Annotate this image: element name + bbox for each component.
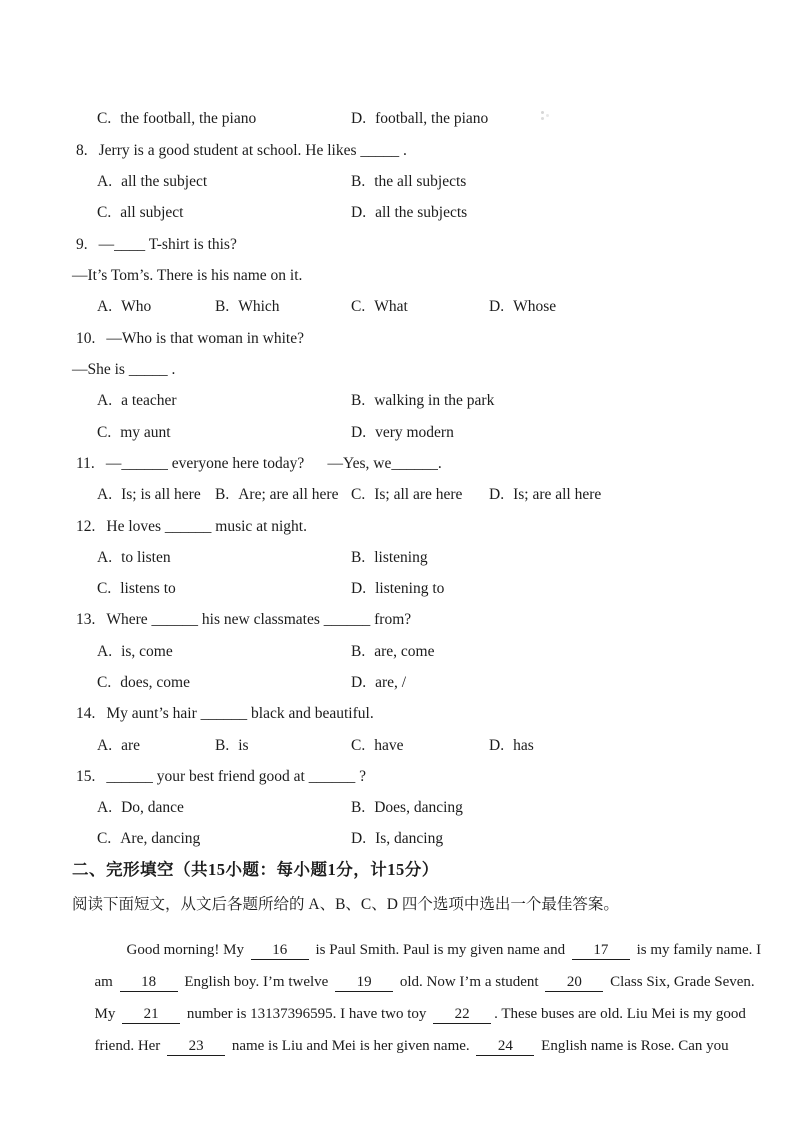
question-8-options-ab — [0, 173, 793, 197]
question-10-options-ab — [0, 392, 793, 416]
question-number: 15. — [76, 768, 96, 785]
question-number: 10. — [76, 330, 96, 347]
cloze-text: is my family name. I — [632, 942, 762, 958]
option-text: a teacher — [121, 392, 177, 409]
question-8-stem — [0, 142, 793, 166]
option-label: C. — [97, 674, 112, 691]
question-12-options-cd — [0, 580, 793, 604]
question-15-options-ab — [0, 799, 793, 823]
option-a — [97, 486, 201, 504]
question-10-stem — [0, 330, 793, 354]
question-number: 9. — [76, 236, 88, 253]
cloze-line-2 — [0, 957, 793, 990]
option-text: Are; are all here — [238, 486, 339, 503]
option-d — [489, 486, 601, 504]
section-heading: 二、完形填空（共15小题：每小题1分，计15分） — [72, 860, 439, 879]
cloze-text: am — [94, 974, 117, 990]
option-text: listening — [374, 549, 428, 566]
option-label: B. — [351, 173, 366, 190]
option-text: very modern — [375, 424, 454, 441]
cloze-text: Class Six, Grade Seven. — [606, 974, 755, 990]
option-label: C. — [97, 830, 112, 847]
option-text: What — [374, 298, 408, 315]
option-d — [351, 830, 443, 848]
option-b — [351, 392, 494, 410]
question-text: My aunt’s hair ______ black and beautiful. — [106, 705, 374, 722]
question-number: 11. — [76, 455, 95, 472]
question-9-stem — [0, 236, 793, 260]
question-9-followup — [0, 267, 793, 291]
option-label: C. — [97, 580, 112, 597]
option-label: D. — [351, 580, 367, 597]
dialogue-reply: —She is _____ . — [72, 361, 176, 378]
question-number: 13. — [76, 611, 96, 628]
option-text: Do, dance — [121, 799, 184, 816]
option-text: Which — [238, 298, 280, 315]
option-text: all the subject — [121, 173, 208, 190]
question-14-stem — [0, 705, 793, 729]
option-text: listens to — [120, 580, 176, 597]
question-13-options-cd — [0, 674, 793, 698]
question-13-options-ab — [0, 643, 793, 667]
option-label: B. — [351, 392, 366, 409]
question-text: He loves ______ music at night. — [106, 518, 307, 535]
option-label: B. — [215, 486, 230, 503]
option-d — [351, 674, 406, 692]
cloze-text: Good morning! My — [126, 942, 248, 958]
option-a — [97, 643, 173, 661]
option-label: D. — [351, 424, 367, 441]
option-d — [351, 424, 454, 442]
question-12-stem — [0, 518, 793, 542]
option-text: are, / — [375, 674, 407, 691]
section-2-heading-row — [0, 856, 793, 880]
option-text: my aunt — [120, 424, 171, 441]
option-label: B. — [215, 737, 230, 754]
option-label: A. — [97, 737, 113, 754]
option-label: D. — [489, 486, 505, 503]
option-text: Is; all are here — [374, 486, 463, 503]
option-label: D. — [489, 298, 505, 315]
option-label: D. — [351, 204, 367, 221]
option-c — [97, 204, 184, 222]
option-b — [351, 799, 463, 817]
option-c — [97, 580, 176, 598]
option-label: C. — [351, 486, 366, 503]
option-d — [351, 110, 488, 128]
option-c — [351, 298, 408, 316]
option-label: A. — [97, 643, 113, 660]
option-d — [489, 298, 556, 316]
question-text: Where ______ his new classmates ______ from? — [106, 611, 412, 628]
option-label: D. — [351, 110, 367, 127]
question-8-options-cd — [0, 204, 793, 228]
option-a — [97, 173, 207, 191]
option-c — [351, 486, 462, 504]
option-b — [351, 643, 434, 661]
option-d — [489, 737, 534, 755]
question-12-options-ab — [0, 549, 793, 573]
dialogue-reply: —It’s Tom’s. There is his name on it. — [72, 267, 303, 284]
option-text: is — [238, 737, 249, 754]
section-2-instruction-row — [0, 892, 793, 916]
option-text: to listen — [121, 549, 171, 566]
option-text: is, come — [121, 643, 173, 660]
option-b — [351, 549, 428, 567]
option-c — [97, 830, 200, 848]
option-text: are, come — [374, 643, 435, 660]
question-text: —Who is that woman in white? — [106, 330, 304, 347]
option-text: Are, dancing — [120, 830, 201, 847]
question-number: 8. — [76, 142, 88, 159]
option-text: the football, the piano — [120, 110, 257, 127]
option-text: Who — [121, 298, 152, 315]
option-label: A. — [97, 298, 113, 315]
cloze-text: name is Liu and Mei is her given name. — [228, 1038, 474, 1054]
cloze-blank-21: 21 — [122, 1006, 180, 1024]
question-14-options — [0, 737, 793, 761]
cloze-text: English name is Rose. Can you — [537, 1038, 729, 1054]
cloze-blank-16: 16 — [251, 942, 309, 960]
option-text: are — [121, 737, 140, 754]
option-b — [215, 298, 280, 316]
option-text: walking in the park — [374, 392, 495, 409]
option-label: C. — [97, 424, 112, 441]
question-number: 14. — [76, 705, 96, 722]
option-a — [97, 298, 151, 316]
option-text: Is, dancing — [375, 830, 444, 847]
cloze-line-4 — [0, 1021, 793, 1054]
option-text: Is; is all here — [121, 486, 201, 503]
option-label: B. — [351, 549, 366, 566]
section-instruction: 阅读下面短文，从文后各题所给的 A、B、C、D 四个选项中选出一个最佳答案。 — [72, 896, 619, 913]
option-b — [215, 486, 338, 504]
question-text: —______ everyone here today? —Yes, we______. — [105, 455, 442, 472]
option-text: Does, dancing — [374, 799, 463, 816]
option-label: B. — [351, 643, 366, 660]
option-text: all subject — [120, 204, 184, 221]
cloze-text: is Paul Smith. Paul is my given name and — [311, 942, 569, 958]
question-10-followup — [0, 361, 793, 385]
option-label: A. — [97, 799, 113, 816]
option-label: B. — [351, 799, 366, 816]
question-15-options-cd — [0, 830, 793, 854]
question-text: —____ T-shirt is this? — [98, 236, 237, 253]
option-label: A. — [97, 392, 113, 409]
question-13-stem — [0, 611, 793, 635]
cloze-blank-23: 23 — [167, 1038, 225, 1056]
cloze-text: old. Now I’m a student — [396, 974, 543, 990]
option-label: C. — [97, 204, 112, 221]
question-11-options — [0, 486, 793, 510]
cloze-blank-17: 17 — [572, 942, 630, 960]
option-b — [215, 737, 249, 755]
option-label: C. — [97, 110, 112, 127]
option-c — [351, 737, 403, 755]
option-text: does, come — [120, 674, 190, 691]
cloze-blank-18: 18 — [120, 974, 178, 992]
option-c — [97, 674, 190, 692]
option-d — [351, 580, 444, 598]
option-a — [97, 799, 184, 817]
option-label: A. — [97, 549, 113, 566]
cloze-text: My — [94, 1006, 120, 1022]
question-number: 12. — [76, 518, 96, 535]
option-text: all the subjects — [375, 204, 468, 221]
option-b — [351, 173, 466, 191]
question-text: ______ your best friend good at ______ ? — [106, 768, 366, 785]
question-text: Jerry is a good student at school. He likes _____ . — [98, 142, 407, 159]
option-label: C. — [351, 298, 366, 315]
cloze-blank-20: 20 — [545, 974, 603, 992]
option-label: D. — [351, 674, 367, 691]
option-text: football, the piano — [375, 110, 489, 127]
cloze-blank-24: 24 — [476, 1038, 534, 1056]
option-label: A. — [97, 486, 113, 503]
option-text: Whose — [513, 298, 557, 315]
option-label: A. — [97, 173, 113, 190]
option-text: the all subjects — [374, 173, 467, 190]
cloze-text: number is 13137396595. I have two toy — [183, 1006, 431, 1022]
cloze-blank-19: 19 — [335, 974, 393, 992]
cloze-blank-22: 22 — [433, 1006, 491, 1024]
option-text: have — [374, 737, 404, 754]
option-label: D. — [489, 737, 505, 754]
cloze-text: English boy. I’m twelve — [180, 974, 333, 990]
question-11-stem — [0, 455, 793, 479]
cloze-line-3 — [0, 989, 793, 1022]
option-d — [351, 204, 467, 222]
option-label: D. — [351, 830, 367, 847]
option-c — [97, 110, 256, 128]
cloze-text: friend. Her — [94, 1038, 165, 1054]
cloze-text: . These buses are old. Liu Mei is my good — [494, 1006, 746, 1022]
cloze-line-1 — [0, 925, 793, 958]
option-label: C. — [351, 737, 366, 754]
option-row-7cd — [0, 110, 793, 134]
question-15-stem — [0, 768, 793, 792]
option-text: has — [513, 737, 534, 754]
option-text: Is; are all here — [513, 486, 602, 503]
option-text: listening to — [375, 580, 445, 597]
option-a — [97, 392, 177, 410]
option-label: B. — [215, 298, 230, 315]
question-9-options — [0, 298, 793, 322]
option-a — [97, 737, 140, 755]
option-c — [97, 424, 171, 442]
question-10-options-cd — [0, 424, 793, 448]
option-a — [97, 549, 171, 567]
